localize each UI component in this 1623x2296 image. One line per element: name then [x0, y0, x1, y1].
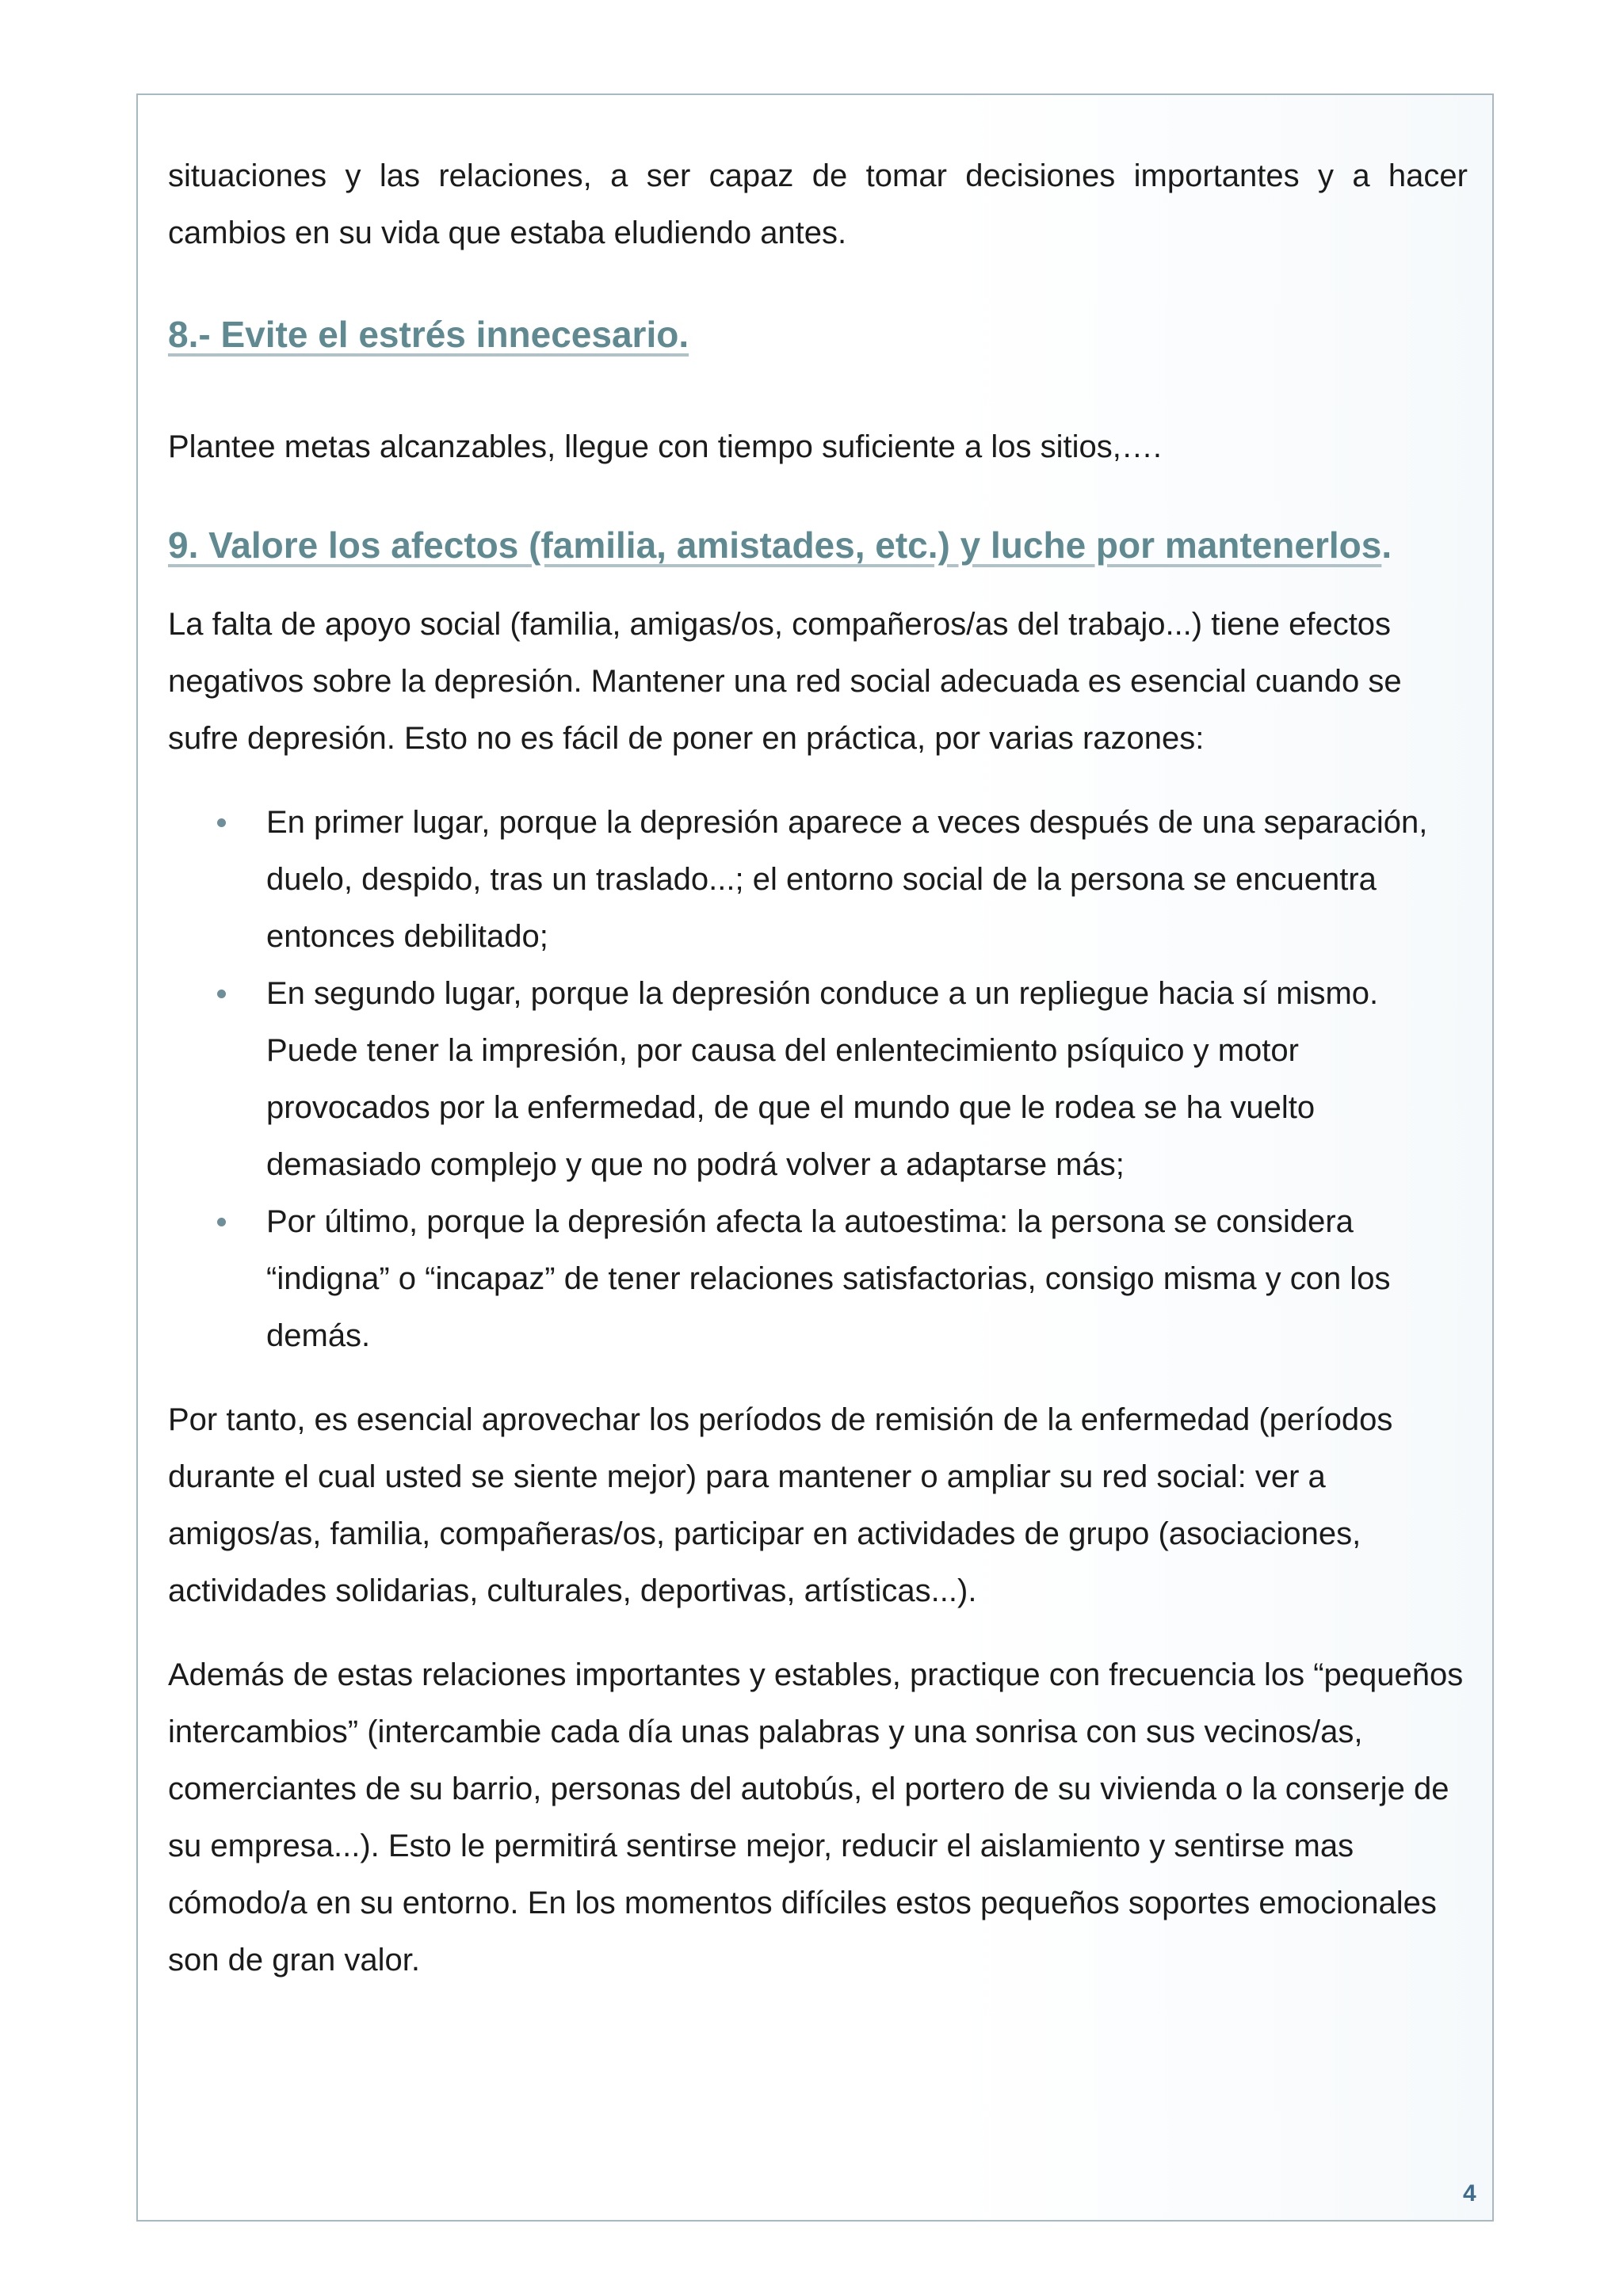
page-number: 4 — [1463, 2180, 1476, 2206]
bullet-icon — [217, 990, 226, 998]
list-item-text: En primer lugar, porque la depresión aparece a veces después de una separación, duelo, despido, tras un traslado...; el entorno social de la persona se encuentra entonces debilitado; — [266, 805, 1428, 954]
bullet-icon — [217, 1218, 226, 1226]
page-content — [168, 147, 1468, 1989]
ademas-paragraph: Además de estas relaciones importantes y estables, practique con frecuencia los “pequeños intercambios” (intercambie cada día unas palabras y una sonrisa con sus vecinos/as, comerciantes de su barrio, personas del autobús, el portero de su vivienda o la conserje de su empresa...). Esto le permitirá sentirse mejor, reducir el aislamiento y sentirse mas cómodo/a en su entorno. En los momentos difíciles estos pequeños soportes emocionales son de gran valor. — [168, 1657, 1464, 1978]
bullet-icon — [217, 818, 226, 827]
section-9-paragraph: La falta de apoyo social (familia, amigas/os, compañeros/as del trabajo...) tiene efectos negativos sobre la depresión. Mantener una red social adecuada es esencial cuando se sufre depresión. Esto no es fácil de poner en práctica, por varias razones: — [168, 607, 1402, 756]
section-8-paragraph: Plantee metas alcanzables, llegue con tiempo suficiente a los sitios,…. — [168, 429, 1163, 464]
por-tanto-paragraph: Por tanto, es esencial aprovechar los períodos de remisión de la enfermedad (períodos durante el cual usted se siente mejor) para mantener o ampliar su red social: ver a amigos/as, familia, compañeras/os, participar en actividades de grupo (asociaciones, actividades solidarias, culturales, deportivas, artísticas...). — [168, 1402, 1393, 1608]
list-item — [168, 1193, 1468, 1364]
list-item — [168, 965, 1468, 1193]
section-9-heading-period: . — [1381, 524, 1392, 566]
intro-paragraph: situaciones y las relaciones, a ser capaz de tomar decisiones importantes y a hacer cambios en su vida que estaba eludiendo antes. — [168, 158, 1468, 250]
section-9-heading — [168, 517, 1468, 574]
reasons-list — [168, 794, 1468, 1364]
list-item-text: En segundo lugar, porque la depresión conduce a un repliegue hacia sí mismo. Puede tener la impresión, por causa del enlentecimiento psíquico y motor provocados por la enfermedad, de que el mundo que le rodea se ha vuelto demasiado complejo y que no podrá volver a adaptarse más; — [266, 976, 1379, 1182]
section-8-heading-text: 8.- Evite el estrés innecesario. — [168, 314, 689, 355]
section-8-heading — [168, 306, 1468, 363]
list-item — [168, 794, 1468, 965]
section-9-heading-text: 9. Valore los afectos (familia, amistades, etc.) y luche por mantenerlos — [168, 524, 1382, 566]
list-item-text: Por último, porque la depresión afecta la autoestima: la persona se considera “indigna” o “incapaz” de tener relaciones satisfactorias, consigo misma y con los demás. — [266, 1204, 1391, 1353]
